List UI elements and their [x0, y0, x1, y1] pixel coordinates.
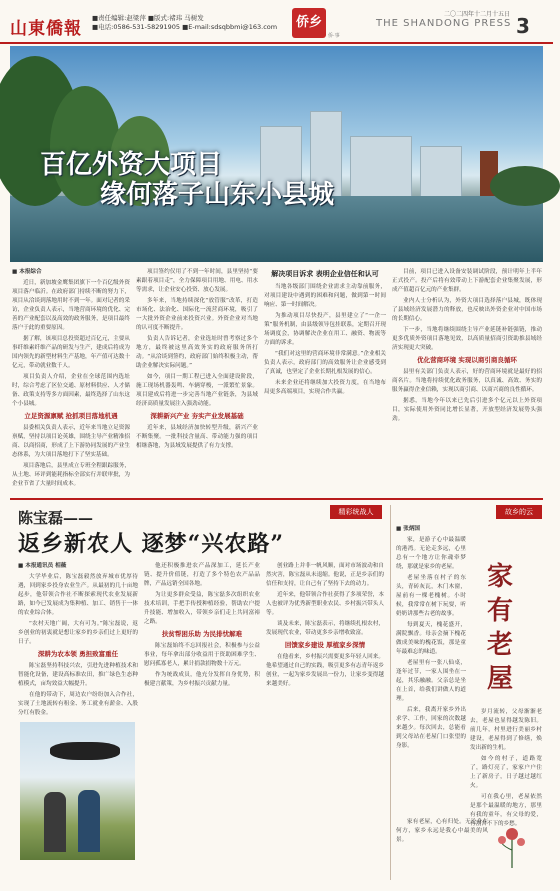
- paragraph: 多年来，当地持续深化“放管服”改革，打造市场化、法治化、国际化一流营商环境，吸引了一大批外资企业前来投资兴业。外资企业对当地的认可度不断提升。: [136, 298, 258, 331]
- drone-image: [50, 742, 120, 760]
- paragraph: 未来企业还将继续加大投资力度，在当地布局更多高端项目，实现合作共赢。: [264, 380, 386, 395]
- masthead: [0, 0, 553, 44]
- subheading: 深耕为农本领 勇担致富重任: [37, 650, 119, 658]
- paragraph: 下一步，当地将继续围绕主导产业延链补链强链，推动更多优质外资项目落地见效，以高质量招商引资助推县域经济实现更大突破。: [392, 327, 542, 351]
- flower-illustration-icon: [492, 818, 532, 868]
- paragraph: 后来，我离开家乡外出求学、工作，回家的次数越来越少。每次回去，总能看到父母站在老屋门口张望的身影。: [396, 707, 466, 749]
- main-headline: [40, 150, 334, 210]
- paragraph: 在他的带动下，周边农户纷纷加入合作社，实现了土地流转有租金、务工就业有薪金、入股分红有股金。: [18, 692, 138, 716]
- paragraph: 作为统战成员，他充分发挥自身优势，积极建言献策，为乡村振兴贡献力量。: [144, 672, 260, 687]
- paragraph: 负责人告诉记者，企业选址时曾考察过多个地方，最终被这里高效务实的政府服务所打动。“从洽谈到签约，政府部门始终积极主动，帮助企业解决实际问题。”: [136, 336, 258, 369]
- headline-line-1: 百亿外资大项目: [40, 150, 223, 180]
- story-column-3: [266, 562, 384, 880]
- editor-line: ■责任编辑:赵梁萍 ■版式:褚玮 马树发: [92, 14, 204, 22]
- paragraph: 近日，新加坡金鹰集团旗下一个百亿级外资项目落户临沂。在政府部门持续不断的努力下，项目从洽谈到落地用时不到一年。面对记者的采访，企业负责人表示，当地营商环境的优化、完善的产业配套以及高效的政务服务，是项目最终落户于此的重要原因。: [12, 280, 130, 331]
- person-image: [44, 792, 66, 852]
- paragraph: 项目负责人介绍，企业在全球范围内选址时，综合考虑了区位交通、原材料供应、人才储备、政策支持等多方面因素，最终选择了山东这个小县城。: [12, 374, 130, 407]
- paragraph: 目前，项目已进入设备安装调试阶段，预计明年上半年正式投产。投产后将有效带动上下游配套企业集聚发展，形成产值超百亿元的产业集群。: [392, 269, 542, 293]
- paragraph: 家，是游子心中最温暖的港湾。无论走多远，心里总有一个地方让你魂牵梦绕，那就是家乡的老屋。: [396, 537, 466, 570]
- building-image: [350, 136, 412, 198]
- paragraph: “我们对这里的营商环境非常满意。”企业相关负责人表示，政府部门的高效服务让企业感受到了真诚，也坚定了企业长期扎根发展的信心。: [264, 351, 386, 375]
- essay-title-text: 家有老屋: [486, 562, 513, 694]
- column-tag: 精彩统战人: [330, 505, 382, 519]
- paragraph: 可在我心里，老屋依然是那个最温暖的地方，那里有我的童年，有父母的爱，有割舍不下的乡愁。: [470, 794, 542, 827]
- subheading: 扶贫帮困乐助 为民排忧解难: [161, 630, 243, 638]
- paragraph: 业内人士分析认为，外资大项目选择落户县城，既体现了县域经济发展潜力的释放，也反映出外资企业对中国市场的长期信心。: [392, 298, 542, 322]
- paragraph: 他还积极推进农产品深加工，延长产业链、提升价值链，打造了多个特色农产品品牌，产品远销全国各地。: [144, 563, 260, 587]
- paragraph: 项目签约仅用了不到一年时间，县里坚持“要素跟着项目走”，全力保障项目用地、用电、用水等需求，让企业安心投资、放心发展。: [136, 269, 258, 293]
- section-divider: [10, 498, 543, 500]
- paragraph: 据悉，当地今年以来已先后引进多个亿元以上外资项目，实际使用外资同比增长显著，开放型经济发展势头强劲。: [392, 398, 542, 422]
- section-seal: 侨乡: [292, 8, 326, 38]
- farmer-photo: [20, 722, 135, 860]
- article-column-3: [264, 268, 386, 493]
- paragraph: ■ 本报通讯员 相薇: [18, 563, 67, 569]
- newspaper-logo: 山東僑報: [10, 19, 82, 39]
- issue-date: 二〇二四年十二月十五日: [443, 11, 510, 18]
- subheading: 优化营商环境 实现以商引商良循环: [417, 356, 517, 364]
- essay-column-3: [396, 818, 488, 880]
- paragraph: 每到夏天，槐花盛开，满院飘香。母亲会摘下槐花做成美味的槐花饭，那是童年最难忘的味道。: [396, 622, 466, 655]
- paragraph: 近年来，县域经济加快转型升级，新兴产业不断集聚。一批科技含量高、带动能力强的项目相继落地，为县域发展提供了有力支撑。: [136, 425, 258, 449]
- person-image: [78, 790, 100, 852]
- page-number: 3: [516, 14, 530, 38]
- paragraph: 近年来，他带领合作社获得了多项荣誉，本人也被评为优秀新型职业农民、乡村振兴带头人等。: [266, 592, 384, 616]
- headline-line-2: 缘何落子山东小县城: [100, 180, 335, 210]
- editor-info: [92, 14, 312, 32]
- paragraph: 家有老屋，心有归处。无论身在何方，家乡永远是我心中最美的风景。: [396, 819, 488, 843]
- paragraph: 在他看来，乡村振兴需要更多年轻人回来。他希望通过自己的实践，吸引更多有志青年返乡创业，一起为家乡发展出一份力，让家乡变得越来越美好。: [266, 654, 384, 687]
- paragraph: 如今的村子，道路宽了，路灯亮了，家家户户住上了新房子，日子越过越红火。: [470, 756, 542, 789]
- subheading: 深耕新兴产业 夯实产业发展基础: [150, 412, 244, 420]
- paragraph: 项目落地后，县里成立专班全程跟踪服务，从土地、环评到能耗指标全部实行并联审批，为企业节省了大量时间成本。: [12, 463, 130, 487]
- paragraph: 如今，项目一期工程已进入全面建设阶段，施工现场机器轰鸣、车辆穿梭，一派繁忙景象。项目建成后将进一步完善当地产业链条，为县域经济高质量发展注入强劲动能。: [136, 374, 258, 407]
- press-name: THE SHANDONG PRESS: [376, 18, 512, 29]
- paragraph: 谈及未来，陈宝磊表示，将继续扎根农村，发展现代农业，带动更多乡亲增收致富。: [266, 621, 384, 636]
- paragraph: ■ 张炳国: [396, 526, 421, 532]
- paragraph: 岁月流转，父母渐渐老去，老屋也显得越发陈旧。前几年，村里进行美丽乡村建设，老屋得到了修缮，焕发出新的生机。: [470, 709, 542, 751]
- paragraph: 据了解，该项目总投资超过百亿元，主要从事纤维素纤维产品的研发与生产，建成后将成为国内领先的新型材料生产基地，年产值可达数十亿元，带动就业数千人。: [12, 336, 130, 369]
- paragraph: 陈宝磊坚持科技兴农，引进先进种植技术和智能化设备，建设高标准农田，推广绿色生态种植模式，亩均效益大幅提升。: [18, 663, 138, 687]
- paragraph: 陈宝磊始终不忘回报社会，积极参与公益事业，每年拿出部分收益用于资助困难学生、慰问孤寡老人，累计捐款捐物数十万元。: [144, 643, 260, 667]
- story-subject: 陈宝磊——: [18, 509, 94, 527]
- paragraph: 创业路上并非一帆风顺，面对市场波动和自然灾害，陈宝磊从未退缩。他说，正是乡亲们的信任和支持，让自己有了坚持下去的动力。: [266, 563, 384, 587]
- contact-line: ■电话:0586-531-58291905 ■E-mail:sdsqbbmi@163.com: [92, 23, 278, 31]
- paragraph: 县委相关负责人表示，近年来当地立足资源禀赋，坚持以项目论英雄，围绕主导产业精准招商、以商招商，形成了上下游协同发展的产业生态体系，为大项目落地打下了坚实基础。: [12, 425, 130, 458]
- story-headline: 返乡新农人 逐梦“兴农路”: [18, 531, 284, 557]
- column-divider: [390, 505, 391, 880]
- essay-column-2: [470, 708, 542, 827]
- section-heading: 解决项目诉求 表明企业信任和认可: [271, 270, 379, 278]
- section-seal-tag: 侨·事: [328, 33, 340, 39]
- building-image: [420, 146, 462, 198]
- paragraph: 当地各级部门围绕企业需求主动靠前服务，对项目建设中遇到的困难和问题，做到第一时间响应、第一时间解决。: [264, 284, 386, 308]
- paragraph: ■ 本报综合: [12, 269, 42, 275]
- subheading: 立足资源禀赋 抢抓项目落地机遇: [24, 412, 118, 420]
- subheading: 回馈家乡建设 厚植家乡深情: [284, 641, 366, 649]
- article-column-2: [136, 268, 258, 493]
- paragraph: 老屋坐落在村子的东头，青砖灰瓦，木门木窗，屋前有一棵老槐树。小时候，我常常在树下玩耍，听奶奶讲那些古老的故事。: [396, 575, 466, 617]
- story-column-1: [18, 562, 138, 720]
- tree-image: [490, 166, 560, 206]
- paragraph: 大学毕业后，陈宝磊毅然放弃城市优厚待遇，回到家乡投身农业生产。从最初的几十亩地起步，他带领合作社不断探索现代农业发展新路，如今已发展成为集种植、加工、销售于一体的农业综合体。: [18, 574, 138, 616]
- essay-title: [470, 560, 530, 696]
- article-column-1: [12, 268, 130, 493]
- paragraph: “农村天地广阔，大有可为。”陈宝磊说，返乡创业的初衷就是想让家乡的乡亲们过上更好的日子。: [18, 621, 138, 645]
- paragraph: 为让更多群众受益，陈宝磊多次组织农业技术培训，手把手传授种植经验，帮助农户提升技能、增加收入，带领乡亲们走上共同富裕之路。: [144, 592, 260, 625]
- paragraph: 为推动项目尽快投产，县里建立了“一企一策”服务机制，由县级领导包挂联系，定期召开现场调度会，协调解决企业在用工、融资、物流等方面的诉求。: [264, 313, 386, 346]
- story-column-2: [144, 562, 260, 880]
- paragraph: 县里有关部门负责人表示，好的营商环境就是最好的招商名片。当地将持续优化政务服务，以真诚、高效、务实的服务赢得企业信赖，实现以商引商、以商兴商的良性循环。: [392, 369, 542, 393]
- article-column-4: [392, 268, 542, 493]
- paragraph: 老屋里有一张八仙桌，逢年过节，一家人围坐在一起，其乐融融。父亲总是坐在上首，给我们讲做人的道理。: [396, 660, 466, 702]
- column-tag: 故乡的云: [496, 505, 542, 519]
